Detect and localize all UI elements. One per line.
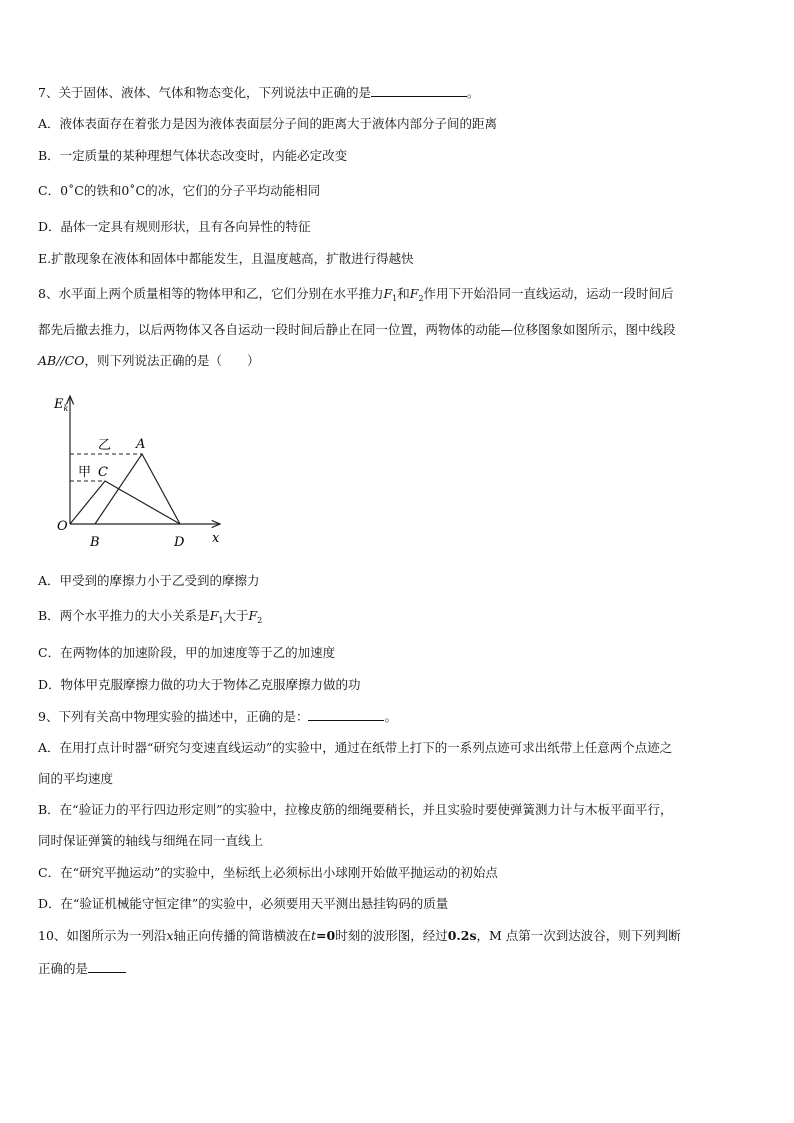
q9-stem-end: 。 (384, 709, 397, 724)
q8-b-f2-letter: F (248, 608, 258, 623)
q8-stem-part1: 8、水平面上两个质量相等的物体甲和乙，它们分别在水平推力 (38, 286, 384, 301)
q8-option-b-mid: 大于 (223, 608, 249, 623)
yi-label: 乙 (98, 438, 112, 453)
q9-option-b-line1: B．在“验证力的平行四边形定则”的实验中，拉橡皮筋的细绳要稍长，并且实验时要使弹簧测力计与木板平面平行， (38, 802, 673, 817)
q7-option-b: B．一定质量的某种理想气体状态改变时，内能必定改变 (38, 148, 348, 163)
q10-stem-line2 (38, 960, 126, 977)
q8-b-f2-sub: 2 (257, 616, 263, 625)
q8-f1 (383, 286, 397, 301)
point-a-label: A (136, 437, 146, 452)
q8-stem-part2: 作用下开始沿同一直线运动，运动一段时间后 (423, 286, 674, 301)
ek-x-graph (48, 390, 238, 555)
point-c-label: C (98, 465, 108, 480)
q8-f2 (410, 286, 424, 301)
q9-option-c: C．在“研究平抛运动”的实验中，坐标纸上必须标出小球刚开始做平抛运动的初始点 (38, 865, 498, 880)
q8-option-b-f1 (210, 608, 224, 623)
q7-stem-text: 7、关于固体、液体、气体和物态变化，下列说法中正确的是 (38, 85, 371, 100)
q7-option-d: D．晶体一定具有规则形状，且有各向异性的特征 (38, 219, 311, 234)
q10-time: 0.2s (447, 928, 477, 943)
q9-option-a-line1: A．在用打点计时器“研究匀变速直线运动”的实验中，通过在纸带上打下的一系列点迹可求出纸带上任意两个点迹之 (38, 740, 673, 755)
q9-answer-blank[interactable] (308, 708, 384, 721)
q10-stem-line1 (38, 928, 681, 944)
q8-f1-letter: F (383, 286, 393, 301)
q7-stem (38, 84, 479, 101)
q10-t0: =0 (316, 928, 336, 943)
q8-stem-line1 (38, 286, 674, 307)
q10-part3: 时刻的波形图，经过 (335, 928, 448, 943)
q8-b-f1-letter: F (209, 608, 219, 623)
q8-option-b-pre: B．两个水平推力的大小关系是 (38, 608, 210, 623)
q8-option-b (38, 608, 262, 629)
q10-answer-blank[interactable] (88, 960, 126, 973)
origin-label: O (57, 519, 68, 534)
q8-stem-part3: ，则下列说法正确的是（ ） (84, 353, 260, 368)
q10-x: x (166, 928, 174, 943)
q9-stem (38, 708, 397, 725)
q10-part1: 10、如图所示为一列沿 (38, 928, 167, 943)
q9-stem-text: 9、下列有关高中物理实验的描述中，正确的是： (38, 709, 309, 724)
point-b-label: B (90, 535, 100, 550)
q9-option-d: D．在“验证机械能守恒定律”的实验中，必须要用天平测出悬挂钩码的质量 (38, 896, 449, 911)
q10-part2: 轴正向传播的简谐横波在 (173, 928, 311, 943)
q8-f1-sub: 1 (392, 294, 398, 303)
q8-option-d: D．物体甲克服摩擦力做的功大于物体乙克服摩擦力做的功 (38, 677, 361, 692)
q8-and: 和 (397, 286, 410, 301)
q10-line2-text: 正确的是 (38, 961, 89, 976)
q8-stem-line2: 都先后撤去推力，以后两物体又各自运动一段时间后静止在同一位置，两物体的动能—位移图象如图所示，图中线段 (38, 322, 676, 337)
q8-f2-sub: 2 (418, 294, 424, 303)
q8-ab-parallel-co: AB//CO (38, 353, 85, 368)
q8-stem-line3 (38, 353, 259, 369)
q7-answer-blank[interactable] (371, 84, 467, 97)
q9-option-a-line2: 间的平均速度 (38, 771, 114, 786)
jia-line (70, 481, 180, 524)
q10-part4: ，M 点第一次到达波谷，则下列判断 (476, 928, 681, 943)
q7-option-e: E.扩散现象在液体和固体中都能发生，且温度越高，扩散进行得越快 (38, 251, 414, 266)
q7-option-c: C．0˚C的铁和0˚C的冰，它们的分子平均动能相同 (38, 183, 321, 198)
x-axis-label: x (212, 531, 220, 546)
q8-option-c: C．在两物体的加速阶段，甲的加速度等于乙的加速度 (38, 645, 336, 660)
q9-option-b-line2: 同时保证弹簧的轴线与细绳在同一直线上 (38, 833, 264, 848)
q8-b-f1-sub: 1 (218, 616, 224, 625)
y-axis-label: $E_k$ (54, 397, 69, 413)
q8-option-b-f2 (248, 608, 262, 623)
q10-t: t (310, 928, 317, 943)
q7-stem-end: 。 (466, 85, 480, 100)
point-d-label: D (174, 535, 185, 550)
q8-f2-letter: F (409, 286, 419, 301)
q8-option-a: A．甲受到的摩擦力小于乙受到的摩擦力 (38, 573, 260, 588)
q7-option-a: A．液体表面存在着张力是因为液体表面层分子间的距离大于液体内部分子间的距离 (38, 116, 498, 131)
jia-label: 甲 (78, 465, 92, 480)
